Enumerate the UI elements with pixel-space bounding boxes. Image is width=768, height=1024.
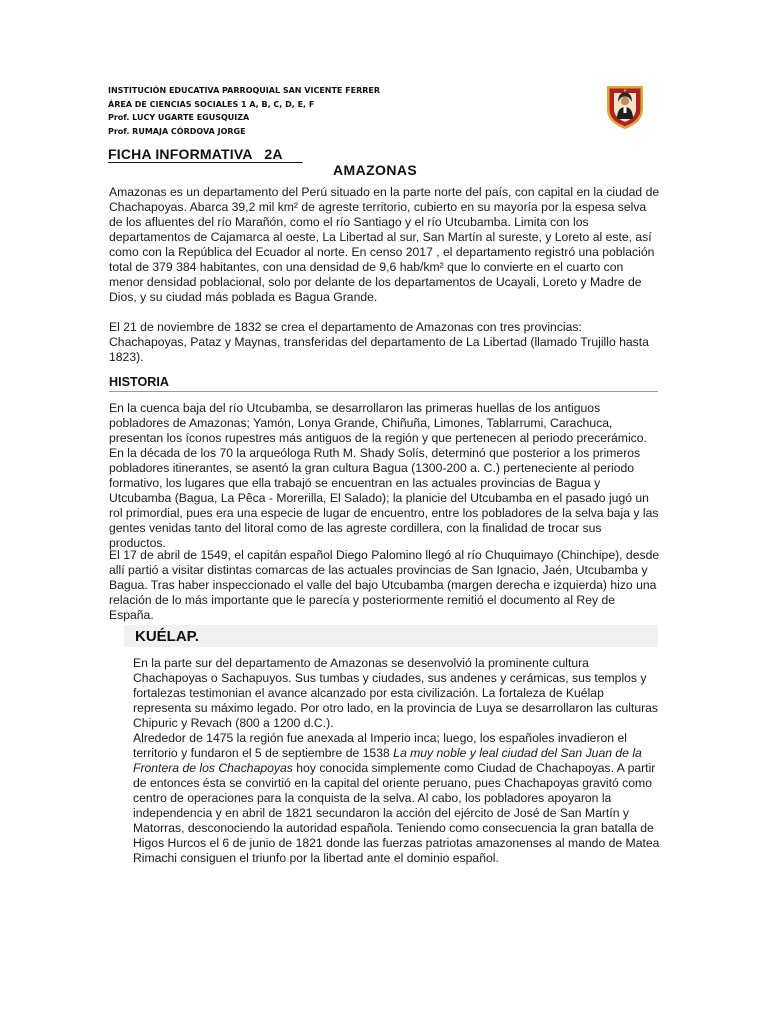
paragraph-history-1: En la cuenca baja del río Utcubamba, se desarrollaron las primeras huellas de los antiguos pobladores de Amazonas; Yamón, Lonya Grande, Chiñuña, Limones, Tablarrumi, Carachuca, presentan los íconos rupestres más antiguos de la región y que pertenecen al periodo precerámico. En la década de los 70 la arqueóloga Ruth M. Shady Solís, determinó que posterior a los primeros pobladores itinerantes, se asentó la gran cultura Bagua (1300-200 a. C.) perteneciente al periodo formativo, los lugares que ella trabajó se encuentran en las actuales provincias de Bagua y Utcubamba (Bagua, La Pêca - Morerilla, El Salado); la planicie del Utcubamba en el pasado jugó un rol primordial, pues era una especie de lugar de encuentro, entre los pobladores de la selva baja y las gentes venidas tanto del litoral como de las agreste cordillera, con la finalidad de trocar sus productos. [109, 401, 659, 550]
city-full-name: La muy noble y leal ciudad del San Juan de la Frontera de los Chachapoyas [133, 746, 642, 775]
section-heading-kuelap: KUÉLAP. [135, 628, 199, 645]
teacher-2: Prof. RUMAJA CÓRDOVA JORGE [108, 126, 246, 136]
school-header [108, 84, 568, 138]
paragraph-creation: El 21 de noviembre de 1832 se crea el departamento de Amazonas con tres provincias: Chachapoyas, Pataz y Maynas, transferidas del departamento de La Libertad (llamado Trujillo hasta 1823). [109, 320, 649, 364]
paragraph-history-2: El 17 de abril de 1549, el capitán español Diego Palomino llegó al río Chuquimayo (Chinchipe), desde allí partió a visitar distintas comarcas de las actuales provincias de San Ignacio, Jaén, Utcubamba y Bagua. Tras haber inspeccionado el valle del bajo Utcubamba (margen derecha e izquierda) hizo una relación de lo más importante que le parecía y posteriormente remitió el documento al Rey de España. [109, 548, 660, 622]
paragraph-kuelap-1: En la parte sur del departamento de Amazonas se desenvolvió la prominente cultura Chachapoyas o Sachapuyos. Sus tumbas y ciudades, sus andenes y cerámicas, sus templos y fortalezas testimonian el avance alcanzado por esta civilización. La fortaleza de Kuélap representa su máximo legado. Por otro lado, en la provincia de Luya se desarrollaron las culturas Chipuric y Revach (800 a 1200 d.C.). [133, 656, 659, 730]
main-title: AMAZONAS [333, 162, 418, 178]
paragraph-kuelap-2-text-a: Alrededor de 1475 la región fue anexada al Imperio inca; luego, los españoles invadieron el territorio y fundaron el 5 de septiembre de 1538 [133, 731, 627, 760]
kuelap-heading-band [124, 625, 658, 647]
section-heading-historia: HISTORIA [109, 375, 658, 392]
paragraph-kuelap-2 [133, 731, 661, 866]
ficha-title: FICHA INFORMATIVA 2A [108, 146, 303, 162]
teacher-1: Prof. LUCY UGARTE EGUSQUIZA [108, 113, 250, 122]
subject-area: ÁREA DE CIENCIAS SOCIALES 1 A, B, C, D, E, F [108, 99, 315, 109]
paragraph-kuelap-2-text-b: hoy conocida simplemente como Ciudad de Chachapoyas. A partir de entonces ésta se convirtió en la capital del oriente peruano, pues Chachapoyas gravitó como centro de operaciones para la conquista de la selva. Al cabo, los pobladores apoyaron la independencia y en abril de 1821 secundaron la acción del ejército de José de San Martín y Matorras, desconociendo la autoridad española. Teniendo como consecuencia la gran batalla de Higos Hurcos el 6 de junio de 1821 donde las fuerzas patriotas amazonenses al mando de Matea Rimachi consiguen el triunfo por la libertad ante el dominio español. [133, 761, 660, 865]
institution-name: INSTITUCIÓN EDUCATIVA PARROQUIAL SAN VICENTE FERRER [108, 86, 381, 95]
paragraph-intro: Amazonas es un departamento del Perú situado en la parte norte del país, con capital en la ciudad de Chachapoyas. Abarca 39,2 mil km² de agreste territorio, cubierto en su mayoría por la espesa selva de los afluentes del río Marañón, como el río Santiago y el río Utcubamba. Limita con los departamentos de Cajamarca al oeste, La Libertad al sur, San Martín al sureste, y Loreto al este, así como con la República del Ecuador al norte. En censo 2017 , el departamento registró una población total de 379 384 habitantes, con una densidad de 9,6 hab/km² que lo convierte en el cuarto con menor densidad poblacional, solo por delante de los departamentos de Ucayali, Loreto y Madre de Dios, y su ciudad más poblada es Bagua Grande. [109, 185, 660, 304]
school-shield-logo-icon [604, 83, 646, 131]
